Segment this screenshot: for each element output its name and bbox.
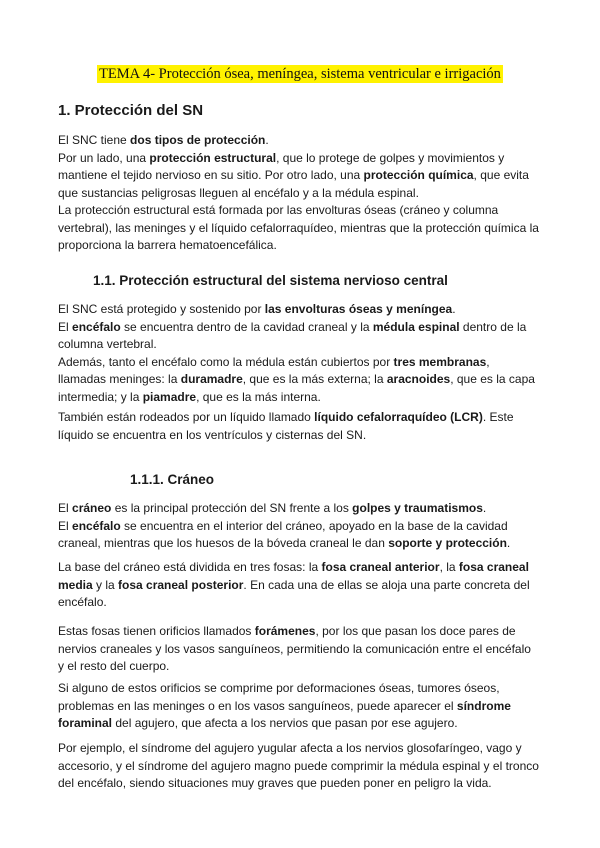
text-line xyxy=(58,535,548,553)
bold-text: fosa craneal xyxy=(458,560,529,574)
text-line xyxy=(58,758,548,776)
text-line xyxy=(58,715,548,733)
text-run: se encuentra dentro de la cavidad craneal y la xyxy=(120,319,373,334)
text-run: líquido se encuentra en los ventrículos y cisternas del SN. xyxy=(58,427,367,442)
text-line xyxy=(58,336,548,354)
paragraph xyxy=(58,132,548,255)
text-line xyxy=(58,167,548,185)
paragraph xyxy=(58,409,548,444)
text-run: , que es la más externa; la xyxy=(242,372,387,386)
text-line xyxy=(58,698,548,716)
text-line xyxy=(58,427,548,445)
bold-text: líquido cefalorraquídeo (LCR) xyxy=(314,410,483,424)
text-run: . Este xyxy=(482,410,514,424)
bold-text: fosa craneal posterior xyxy=(118,577,244,592)
text-run: El xyxy=(58,518,73,533)
text-run: columna vertebral. xyxy=(58,337,157,351)
text-run: y el resto del cuerpo. xyxy=(58,659,170,673)
text-run: del agujero, que afecta a los nervios que pasan por ese agujero. xyxy=(112,716,458,730)
text-line xyxy=(58,354,548,372)
paragraph xyxy=(58,301,548,406)
text-line xyxy=(58,319,548,337)
text-run: . xyxy=(452,302,456,316)
text-run: El SNC tiene xyxy=(58,133,131,147)
text-run: nervios craneales y los vasos sanguíneos, permitiendo la comunicación entre el encéfalo xyxy=(58,641,531,656)
bold-text: forámenes xyxy=(254,624,316,638)
document-title: TEMA 4- Protección ósea, meníngea, sistema ventricular e irrigación xyxy=(99,66,501,82)
text-run: y la xyxy=(92,577,119,592)
bold-text: protección estructural xyxy=(149,150,277,165)
bold-text: síndrome xyxy=(456,698,511,713)
text-run: problemas en las meninges o en los vasos sanguíneos, puede aparecer el xyxy=(58,698,457,713)
text-run: dentro de la xyxy=(459,319,527,334)
text-run: . xyxy=(506,536,511,550)
text-line xyxy=(58,518,548,536)
bold-text: fosa craneal anterior xyxy=(321,560,440,574)
text-run: La protección estructural está formada por las envolturas óseas (cráneo y columna xyxy=(58,203,499,217)
text-run: Además, tanto el encéfalo como la médula están cubiertos por xyxy=(58,354,394,369)
text-run: El xyxy=(58,319,73,334)
text-run: . En cada una de ellas se aloja una parte concreta del xyxy=(243,577,530,592)
bold-text: las envolturas óseas y meníngea xyxy=(264,302,453,316)
paragraph xyxy=(58,500,548,553)
text-run: , que evita xyxy=(473,168,529,182)
text-run: Por ejemplo, el síndrome del agujero yugular afecta a los nervios glosofaríngeo, vago y xyxy=(58,741,522,755)
text-line xyxy=(58,577,548,595)
text-run: del encéfalo, siendo situaciones muy graves que pueden poner en peligro la vida. xyxy=(58,776,492,790)
bold-text: encéfalo xyxy=(72,518,121,533)
text-run: proporciona la barrera hematoencefálica. xyxy=(58,238,277,252)
text-line xyxy=(58,740,548,758)
text-line xyxy=(58,641,548,659)
text-run: mantiene el tejido nervioso en su sitio. Por otro lado, una xyxy=(58,168,364,182)
text-line xyxy=(58,680,548,698)
text-run: El xyxy=(58,501,73,515)
text-run: , la xyxy=(439,560,459,574)
text-line xyxy=(58,389,548,407)
paragraph xyxy=(58,559,548,612)
bold-text: cráneo xyxy=(72,501,112,515)
text-run: llamadas meninges: la xyxy=(58,372,181,386)
paragraph xyxy=(58,680,548,733)
text-run: También están rodeados por un líquido llamado xyxy=(58,410,315,424)
text-line xyxy=(58,301,548,319)
text-run: craneal, mientras que los huesos de la bóveda craneal le dan xyxy=(58,536,389,550)
text-run: vertebral), las meninges y el líquido cefalorraquídeo, mientras que la protección química la xyxy=(58,220,539,235)
text-line xyxy=(58,237,548,255)
bold-text: soporte y protección xyxy=(388,536,507,550)
bold-text: golpes y traumatismos xyxy=(352,501,483,515)
text-line xyxy=(58,594,548,612)
text-run: es la principal protección del SN frente a los xyxy=(111,501,353,515)
bold-text: tres membranas xyxy=(393,354,487,369)
text-run: , xyxy=(486,354,490,369)
text-line xyxy=(58,220,548,238)
text-run: , que es la capa xyxy=(450,372,535,386)
text-line xyxy=(58,623,548,641)
text-line xyxy=(58,409,548,427)
bold-text: duramadre xyxy=(180,372,243,386)
bold-text: media xyxy=(58,577,93,592)
bold-text: encéfalo xyxy=(72,319,121,334)
text-run: Si alguno de estos orificios se comprime por deformaciones óseas, tumores óseos, xyxy=(58,681,500,695)
text-line xyxy=(58,132,548,150)
text-line xyxy=(58,150,548,168)
text-run: encéfalo. xyxy=(58,595,107,609)
text-line xyxy=(58,371,548,389)
paragraph xyxy=(58,740,548,793)
bold-text: médula espinal xyxy=(372,319,460,334)
bold-text: piamadre xyxy=(142,389,197,404)
text-run: intermedia; y la xyxy=(58,389,143,404)
bold-text: protección química xyxy=(363,168,474,182)
document-title-wrap xyxy=(0,66,600,84)
text-run: accesorio, y el síndrome del agujero magno puede comprimir la médula espinal y el tronco xyxy=(58,758,539,773)
section-heading-1-1: 1.1. Protección estructural del sistema nervioso central xyxy=(93,273,448,288)
text-run: , que es la más interna. xyxy=(196,389,321,404)
text-line xyxy=(58,185,548,203)
text-run: Estas fosas tienen orificios llamados xyxy=(58,624,255,638)
bold-text: aracnoides xyxy=(386,372,451,386)
text-line xyxy=(58,500,548,518)
text-run: . xyxy=(482,501,487,515)
bold-text: foraminal xyxy=(58,716,113,730)
text-run: , que lo protege de golpes y movimientos y xyxy=(276,150,505,165)
text-run: Por un lado, una xyxy=(58,150,150,165)
text-line xyxy=(58,202,548,220)
text-run: El SNC está protegido y sostenido por xyxy=(58,302,265,316)
text-run: , por los que pasan los doce pares de xyxy=(315,624,516,638)
text-run: . xyxy=(265,133,269,147)
paragraph xyxy=(58,623,548,676)
text-line xyxy=(58,775,548,793)
bold-text: dos tipos de protección xyxy=(130,133,266,147)
text-line xyxy=(58,559,548,577)
section-heading-1-1-1: 1.1.1. Cráneo xyxy=(130,472,215,487)
section-heading-1: 1. Protección del SN xyxy=(58,102,204,119)
text-run: se encuentra en el interior del cráneo, apoyado en la base de la cavidad xyxy=(120,518,508,533)
text-run: que sustancias peligrosas lleguen al encéfalo y a la médula espinal. xyxy=(58,185,419,200)
text-line xyxy=(58,658,548,676)
text-run: La base del cráneo está dividida en tres fosas: la xyxy=(58,560,322,574)
